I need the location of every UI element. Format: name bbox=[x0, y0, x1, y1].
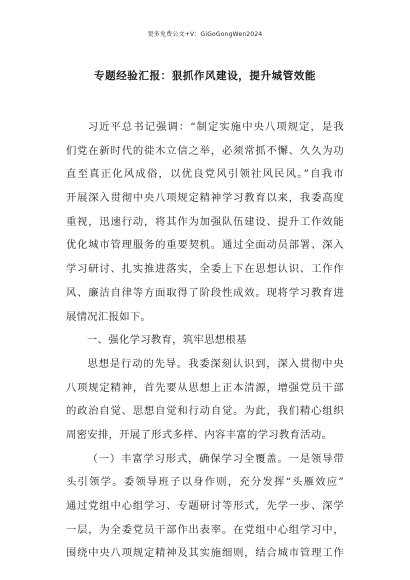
line-text: 通过党组中心组学习、专题研讨等形式，先学一步、深学 bbox=[66, 500, 344, 512]
line-text: 优化城市管理服务的重要契机。通过全面动员部署、深入 bbox=[66, 239, 344, 252]
header-note: 更多免费公文+V：GiGoGongWen2024 bbox=[147, 31, 263, 38]
paragraph-line bbox=[66, 116, 344, 140]
line-text: 习近平总书记强调：“制定实施中央八项规定，是我 bbox=[87, 121, 344, 133]
paragraph-line bbox=[66, 519, 344, 543]
paragraph-line bbox=[66, 471, 344, 495]
paragraph-line bbox=[66, 377, 344, 401]
body-text bbox=[66, 116, 344, 566]
paragraph-line bbox=[66, 140, 344, 164]
line-text: 一层，为全委党员干部作出表率。在党组中心组学习中， bbox=[66, 523, 344, 536]
paragraph-line bbox=[66, 424, 344, 448]
paragraph-line bbox=[66, 163, 344, 187]
line-text: 直至真正化风成俗，以优良党风引领社风民风。”自我市 bbox=[66, 168, 344, 181]
line-text: 的政治自觉、思想自觉和行动自觉。为此，我们精心组织 bbox=[66, 405, 344, 418]
paragraph-line bbox=[66, 542, 344, 566]
paragraph-line bbox=[66, 211, 344, 235]
line-text: 学习研讨、扎实推进落实，全委上下在思想认识、工作作 bbox=[66, 263, 344, 276]
section-heading-line bbox=[66, 329, 344, 353]
paragraph-line bbox=[66, 400, 344, 424]
line-text: 展情况汇报如下。 bbox=[66, 310, 152, 323]
paragraph-line bbox=[66, 495, 344, 519]
document-title: 专题经验汇报：狠抓作风建设，提升城管效能 bbox=[94, 70, 316, 82]
line-text: 重视，迅速行动，将其作为加强队伍建设、提升工作效能 bbox=[66, 215, 344, 228]
paragraph-line bbox=[66, 258, 344, 282]
line-text: 思想是行动的先导。我委深刻认识到，深入贯彻中央 bbox=[87, 357, 344, 370]
line-text: 开展深入贯彻中央八项规定精神学习教育以来，我委高度 bbox=[66, 192, 344, 205]
line-text: 周密安排，开展了形式多样、内容丰富的学习教育活动。 bbox=[66, 428, 333, 441]
paragraph-line bbox=[66, 187, 344, 211]
paragraph-line bbox=[66, 448, 344, 472]
line-text: 一、强化学习教育，筑牢思想根基 bbox=[87, 334, 247, 347]
paragraph-line bbox=[66, 234, 344, 258]
paragraph-line bbox=[66, 282, 344, 306]
line-text: 八项规定精神，首先要从思想上正本清源，增强党员干部 bbox=[66, 381, 344, 394]
line-text: （一）丰富学习形式，确保学习全覆盖。一是领导带 bbox=[87, 452, 344, 465]
paragraph-line bbox=[66, 306, 344, 330]
line-text: 风、廉洁自律等方面取得了阶段性成效。现将学习教育进 bbox=[66, 286, 344, 299]
line-text: 头引领学。委领导班子以身作则，充分发挥“头雁效应” bbox=[66, 476, 344, 489]
line-text: 围绕中央八项规定精神及其实施细则，结合城市管理工作 bbox=[66, 547, 344, 560]
line-text: 们党在新时代的徙木立信之举，必须常抓不懈、久久为功 bbox=[66, 144, 344, 157]
paragraph-line bbox=[66, 353, 344, 377]
